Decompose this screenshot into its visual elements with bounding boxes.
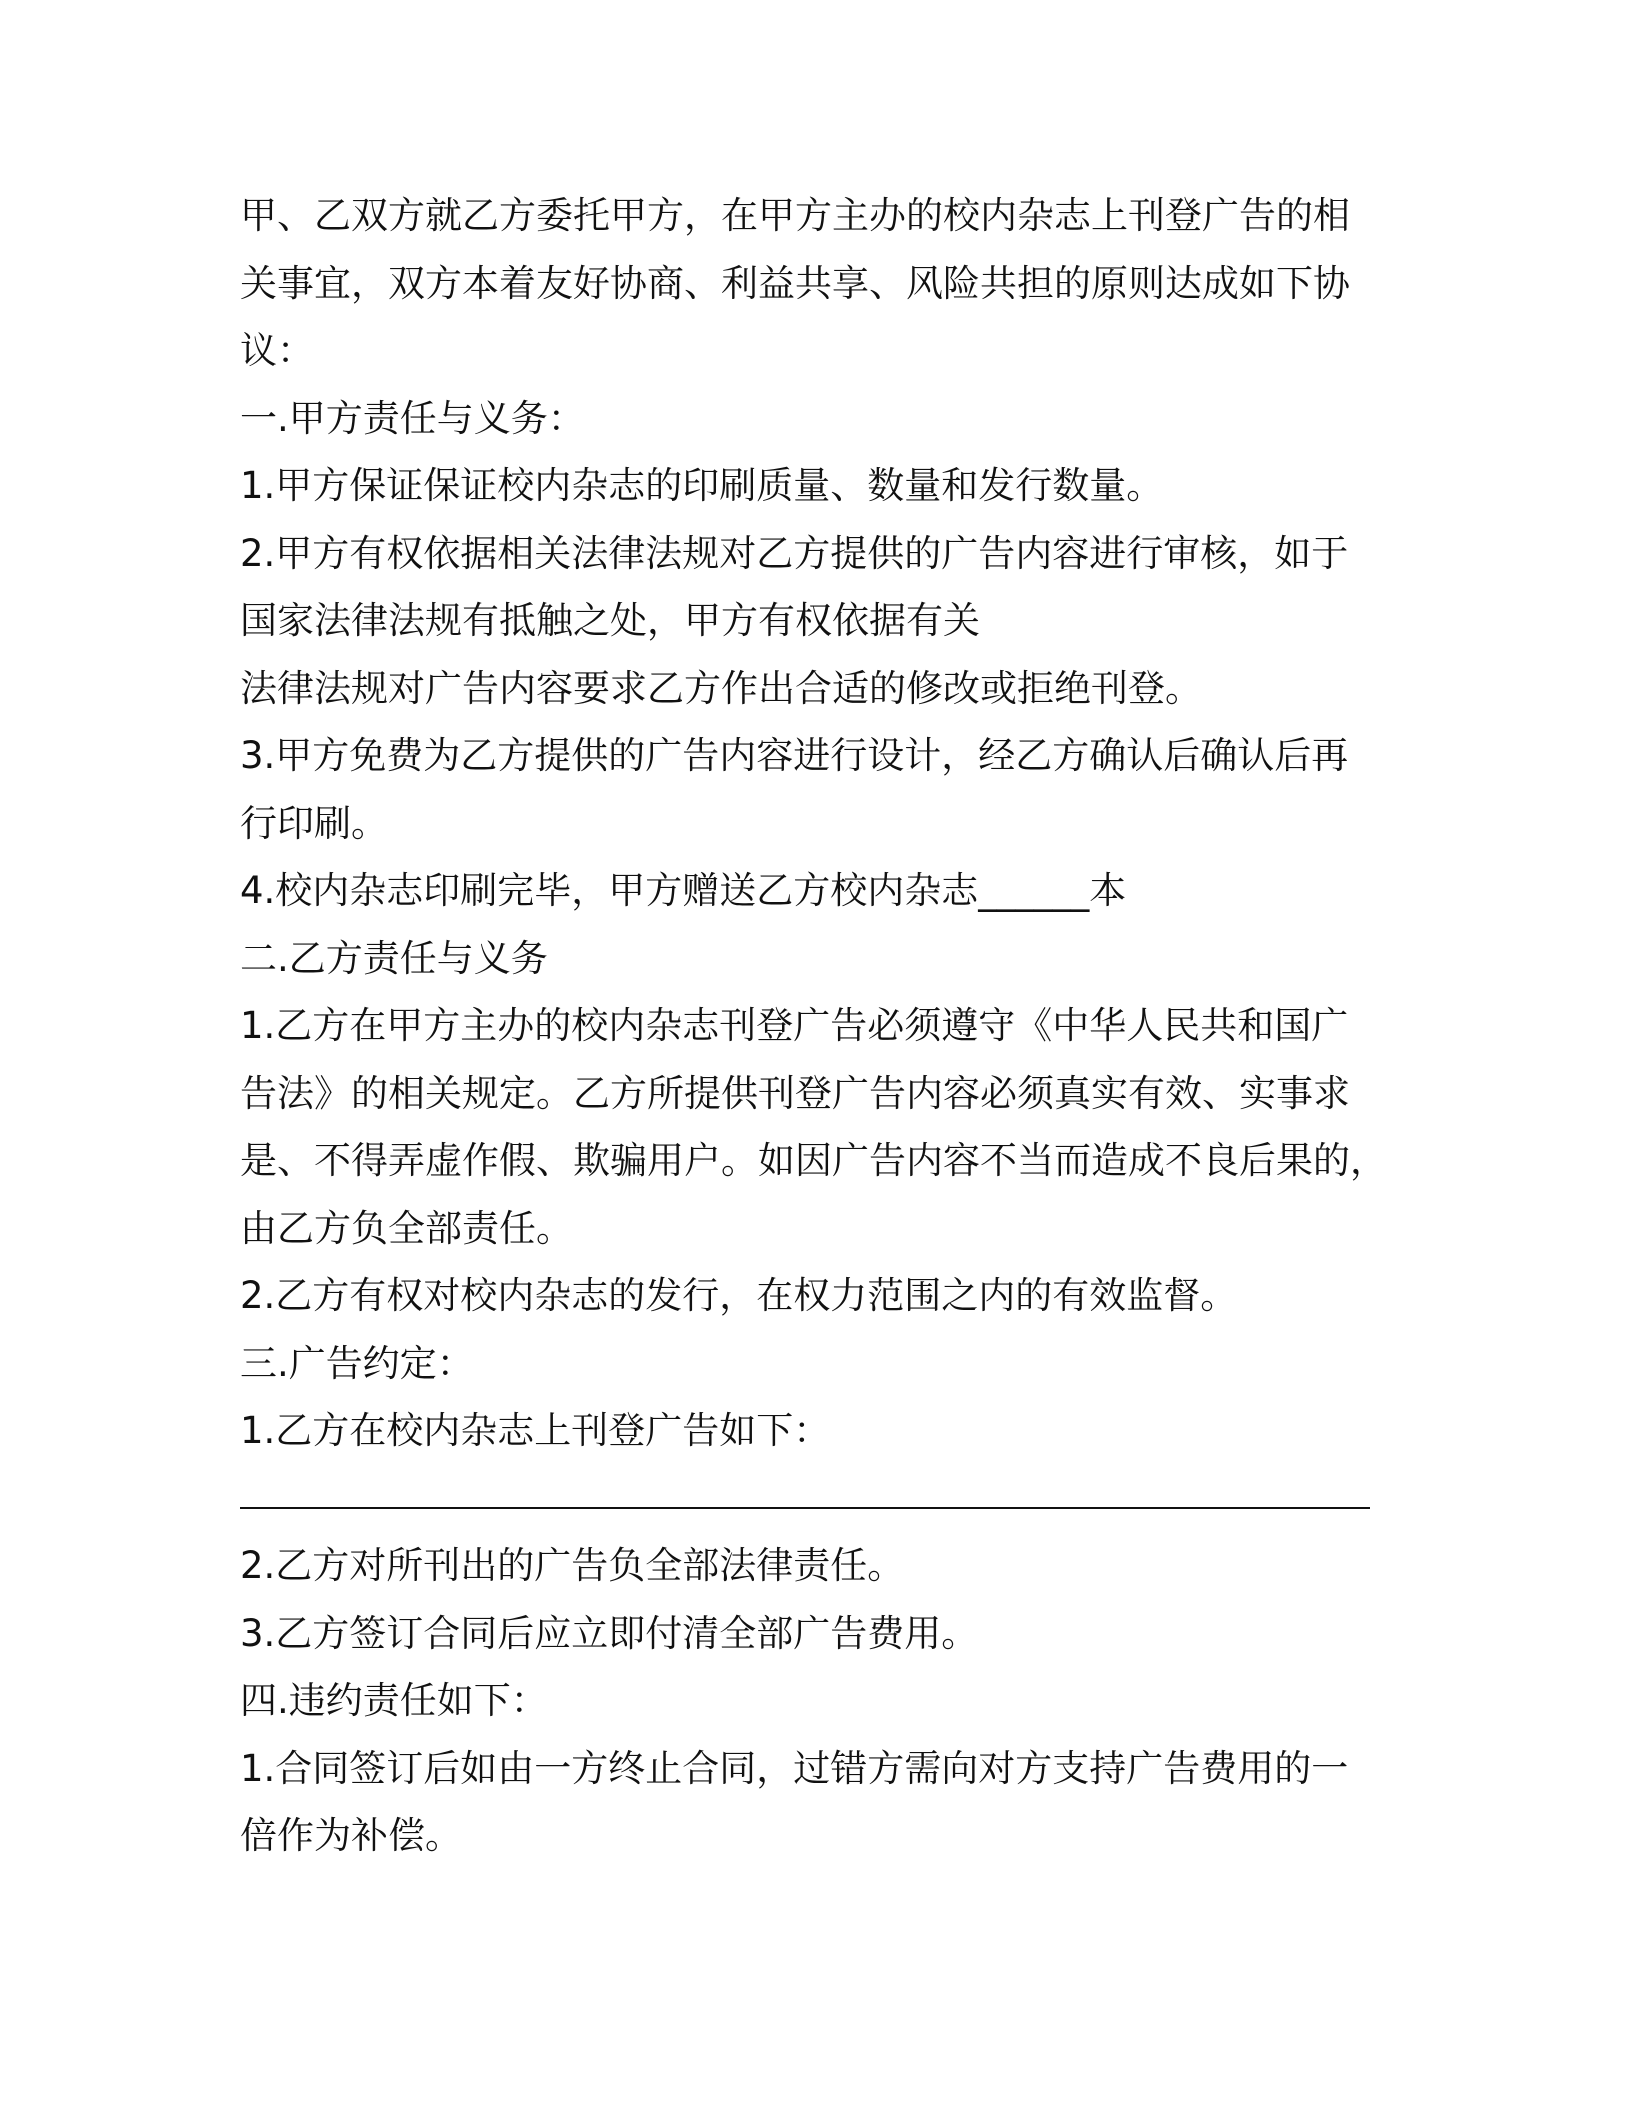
text-line: 1.甲方保证保证校内杂志的印刷质量、数量和发行数量。 [240, 464, 1164, 507]
text-line: 甲、乙双方就乙方委托甲方，在甲方主办的校内杂志上刊登广告的相 [240, 194, 1350, 237]
section-heading: 四.违约责任如下： [240, 1679, 548, 1722]
text-line: 1.乙方在甲方主办的校内杂志刊登广告必须遵守《中华人民共和国广 [240, 1004, 1349, 1047]
blank-underline [240, 1507, 1370, 1509]
text-line: 议： [240, 329, 314, 372]
text-line: 4.校内杂志印刷完毕，甲方赠送乙方校内杂志______本 [240, 869, 1127, 912]
text-line: 3.甲方免费为乙方提供的广告内容进行设计，经乙方确认后确认后再 [240, 734, 1349, 777]
text-line: 2.乙方对所刊出的广告负全部法律责任。 [240, 1544, 905, 1587]
text-line: 3.乙方签订合同后应立即付清全部广告费用。 [240, 1611, 979, 1655]
text-line: 1.乙方在校内杂志上刊登广告如下： [240, 1409, 831, 1452]
text-line: 关事宜，双方本着友好协商、利益共享、风险共担的原则达成如下协 [240, 261, 1350, 305]
text-line: 是、不得弄虚作假、欺骗用户。如因广告内容不当而造成不良后果的， [240, 1139, 1387, 1182]
fill-in-blank [240, 1465, 1390, 1533]
text-line: 告法》的相关规定。乙方所提供刊登广告内容必须真实有效、实事求 [240, 1071, 1350, 1115]
contract-body [240, 182, 1390, 1870]
section-heading: 一.甲方责任与义务： [240, 396, 585, 440]
text-line: 倍作为补偿。 [240, 1814, 462, 1857]
text-line: 由乙方负全部责任。 [240, 1206, 573, 1250]
section-heading: 三.广告约定： [240, 1341, 474, 1385]
text-line: 2.甲方有权依据相关法律法规对乙方提供的广告内容进行审核，如于 [240, 531, 1349, 575]
text-line: 2.乙方有权对校内杂志的发行，在权力范围之内的有效监督。 [240, 1274, 1238, 1317]
text-line: 行印刷。 [240, 801, 388, 845]
text-line: 国家法律法规有抵触之处，甲方有权依据有关 [240, 599, 980, 642]
text-line: 法律法规对广告内容要求乙方作出合适的修改或拒绝刊登。 [240, 666, 1202, 710]
section-heading: 二.乙方责任与义务 [240, 936, 548, 980]
text-line: 1.合同签订后如由一方终止合同，过错方需向对方支持广告费用的一 [240, 1746, 1349, 1790]
